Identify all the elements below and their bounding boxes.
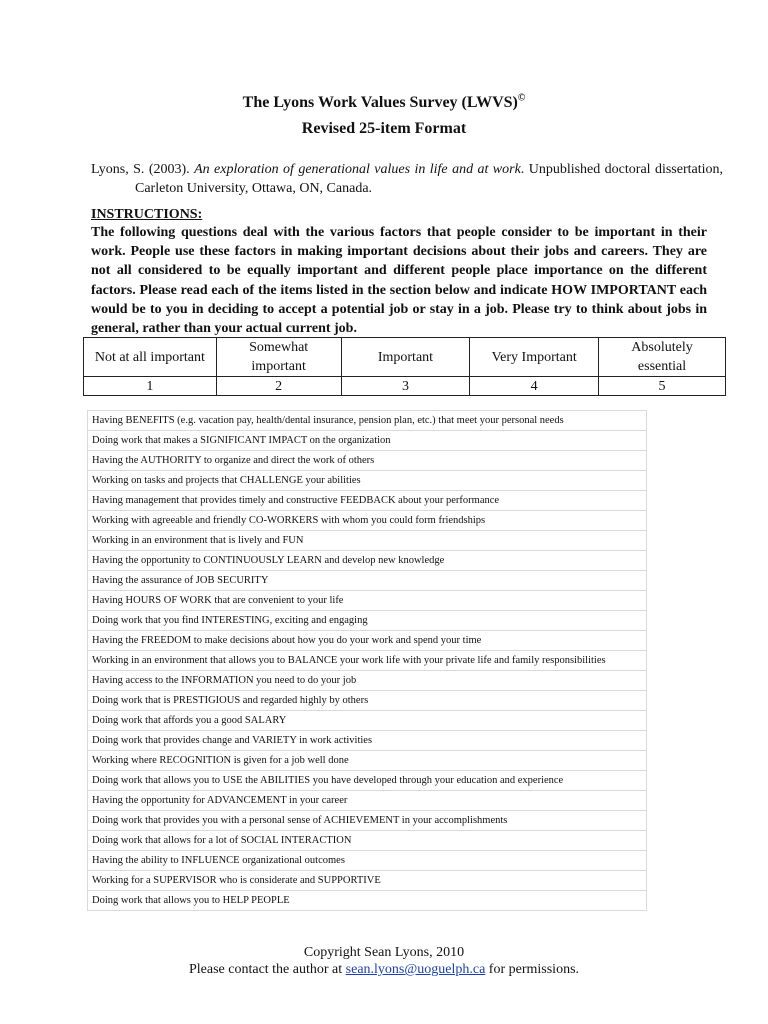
table-row: [88, 831, 647, 851]
table-row: [88, 631, 647, 651]
table-row: [88, 551, 647, 571]
scale-label: Important: [341, 338, 470, 377]
table-row: [88, 511, 647, 531]
title-text: The Lyons Work Values Survey (LWVS): [242, 94, 518, 111]
table-row: [88, 771, 647, 791]
table-row: [88, 891, 647, 911]
table-row: [88, 711, 647, 731]
table-row: [88, 651, 647, 671]
scale-number: 2: [216, 377, 341, 396]
survey-item: Having the ability to INFLUENCE organizational outcomes: [88, 851, 647, 871]
scale-number: 1: [84, 377, 217, 396]
survey-item: Doing work that makes a SIGNIFICANT IMPACT on the organization: [88, 431, 647, 451]
contact-prefix: Please contact the author at: [188, 962, 346, 977]
rating-scale-table: [83, 337, 726, 396]
table-row: [88, 571, 647, 591]
survey-item: Having the opportunity to CONTINUOUSLY LEARN and develop new knowledge: [88, 551, 647, 571]
survey-item: Doing work that affords you a good SALARY: [88, 711, 647, 731]
contact-notice: [0, 961, 768, 978]
table-row: [88, 431, 647, 451]
scale-label: Somewhat important: [216, 338, 341, 377]
survey-item: Working in an environment that is lively and FUN: [88, 531, 647, 551]
copyright-mark: ©: [517, 92, 526, 104]
table-row: [88, 411, 647, 431]
scale-number: 4: [470, 377, 599, 396]
survey-item: Doing work that allows for a lot of SOCIAL INTERACTION: [88, 831, 647, 851]
instructions-heading: INSTRUCTIONS:: [91, 207, 203, 222]
survey-item: Doing work that provides change and VARIETY in work activities: [88, 731, 647, 751]
citation-prefix: Lyons, S. (2003).: [91, 162, 195, 177]
table-row: [88, 491, 647, 511]
scale-labels-row: [84, 338, 726, 377]
instructions-text: The following questions deal with the various factors that people consider to be important in their work. People use these factors in making important decisions about their jobs and careers. They are not all considered to be equally important and different people place importance on the different factors. Please read each of the items listed in the section below and indicate HOW IMPORTANT each would be to you in deciding to accept a potential job or stay in a job. Please try to think about jobs in general, rather than your actual current job.: [91, 225, 707, 337]
survey-item: Having the opportunity for ADVANCEMENT in your career: [88, 791, 647, 811]
table-row: [88, 531, 647, 551]
survey-item: Having HOURS OF WORK that are convenient to your life: [88, 591, 647, 611]
table-row: [88, 691, 647, 711]
survey-item: Doing work that provides you with a personal sense of ACHIEVEMENT in your accomplishments: [88, 811, 647, 831]
survey-item: Doing work that allows you to HELP PEOPLE: [88, 891, 647, 911]
table-row: [88, 731, 647, 751]
author-email-link[interactable]: sean.lyons@uoguelph.ca: [345, 962, 486, 977]
survey-item: Having management that provides timely and constructive FEEDBACK about your performance: [88, 491, 647, 511]
table-row: [88, 471, 647, 491]
scale-number: 5: [599, 377, 726, 396]
survey-item: Working with agreeable and friendly CO-WORKERS with whom you could form friendships: [88, 511, 647, 531]
scale-label: Absolutely essential: [599, 338, 726, 377]
citation: [91, 160, 723, 198]
contact-suffix: for permissions.: [485, 962, 580, 977]
survey-item: Doing work that allows you to USE the ABILITIES you have developed through your education and experience: [88, 771, 647, 791]
citation-work-title: An exploration of generational values in life and at work: [194, 162, 521, 177]
scale-number: 3: [341, 377, 470, 396]
page-title: [0, 92, 768, 114]
citation-suffix: . Unpublished doctoral dissertation, Carleton University, Ottawa, ON, Canada.: [135, 162, 724, 196]
scale-label: Very Important: [470, 338, 599, 377]
table-row: [88, 871, 647, 891]
table-row: [88, 451, 647, 471]
scale-label: Not at all important: [84, 338, 217, 377]
survey-item: Doing work that is PRESTIGIOUS and regarded highly by others: [88, 691, 647, 711]
table-row: [88, 811, 647, 831]
table-row: [88, 611, 647, 631]
survey-item: Having access to the INFORMATION you need to do your job: [88, 671, 647, 691]
scale-numbers-row: [84, 377, 726, 396]
survey-items-table: [87, 410, 647, 911]
survey-item: Having the FREEDOM to make decisions about how you do your work and spend your time: [88, 631, 647, 651]
table-row: [88, 751, 647, 771]
survey-item: Having the AUTHORITY to organize and direct the work of others: [88, 451, 647, 471]
survey-item: Working for a SUPERVISOR who is considerate and SUPPORTIVE: [88, 871, 647, 891]
table-row: [88, 671, 647, 691]
survey-item: Having BENEFITS (e.g. vacation pay, health/dental insurance, pension plan, etc.) that meet your personal needs: [88, 411, 647, 431]
page-subtitle: Revised 25-item Format: [301, 120, 467, 137]
copyright-notice: Copyright Sean Lyons, 2010: [303, 945, 465, 960]
survey-item: Doing work that you find INTERESTING, exciting and engaging: [88, 611, 647, 631]
survey-item: Working in an environment that allows you to BALANCE your work life with your private life and family responsibilities: [88, 651, 647, 671]
table-row: [88, 591, 647, 611]
survey-item: Working on tasks and projects that CHALLENGE your abilities: [88, 471, 647, 491]
survey-item: Having the assurance of JOB SECURITY: [88, 571, 647, 591]
survey-item: Working where RECOGNITION is given for a job well done: [88, 751, 647, 771]
table-row: [88, 791, 647, 811]
table-row: [88, 851, 647, 871]
